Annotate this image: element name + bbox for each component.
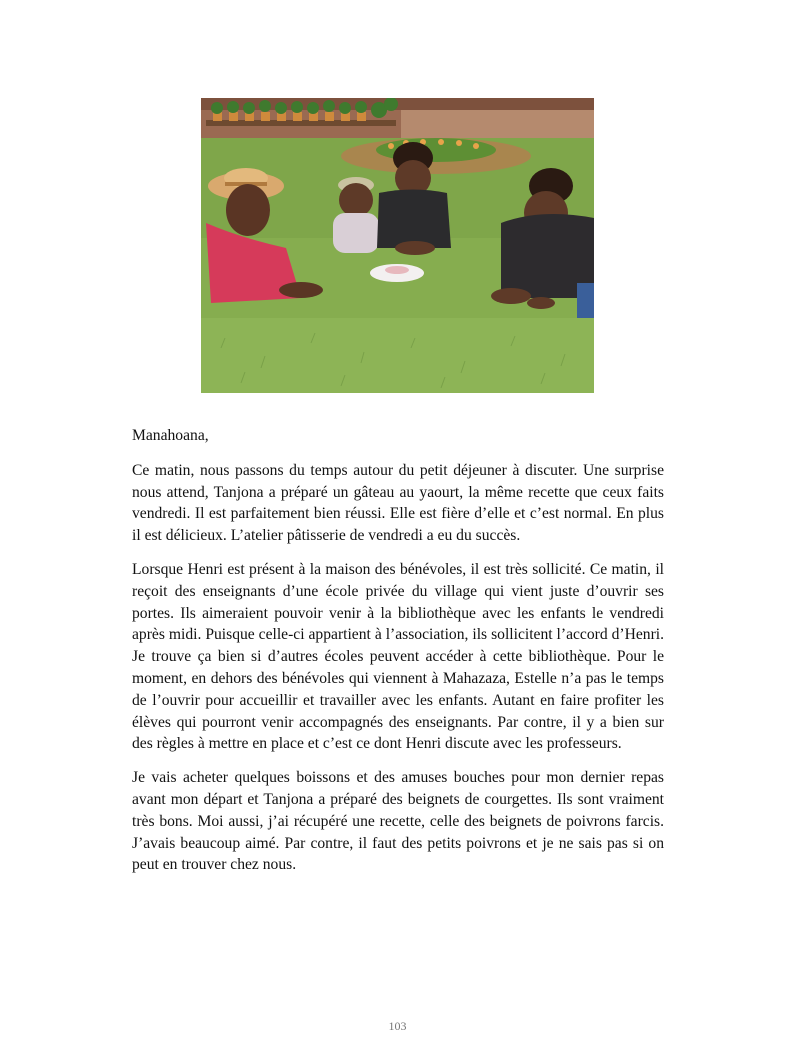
paragraph-1: Ce matin, nous passons du temps autour du petit déjeuner à discuter. Une surprise nous attend, Tanjona a préparé un gâteau au yaourt, la même recette que ceux faits vendredi. Il est parfaitement bien réussi. Elle est fière d’elle et c’est normal. En plus il est délicieux. L’atelier pâtisserie de vendredi a eu du succès. bbox=[132, 461, 664, 545]
page-number: 103 bbox=[388, 1019, 407, 1033]
photo-illustration bbox=[201, 98, 594, 393]
paragraph-3: Je vais acheter quelques boissons et des amuses bouches pour mon dernier repas avant mon départ et Tanjona a préparé des beignets de courgettes. Ils sont vraiment très bons. Moi aussi, j’ai récupéré une recette, celle des beignets de poivrons farcis. J’avais beaucoup aimé. Par contre, il faut des petits poivrons et je ne sais pas si on peut en trouver chez nous. bbox=[132, 769, 664, 874]
page-photo bbox=[201, 98, 594, 393]
paragraph-2: Lorsque Henri est présent à la maison des bénévoles, il est très sollicité. Ce matin, il reçoit des enseignants d’une école privée du village qui vient juste d’ouvrir ses portes. Ils aimeraient pouvoir venir à la bibliothèque avec les enfants le vendredi après midi. Puisque celle-ci appartient à l’association, ils sollicitent l’accord d’Henri. Je trouve ça bien si d’autres écoles peuvent accéder à cette bibliothèque. Pour le moment, en dehors des bénévoles qui viennent à Mahazaza, Estelle n’a pas le temps de l’ouvrir pour accueillir et travailler avec les enfants. Autant en faire profiter les élèves qui pourront venir accompagnés des enseignants. Par contre, il y a bien sur des règles à mettre en place et c’est ce dont Henri discute avec les professeurs. bbox=[132, 560, 664, 753]
body-text bbox=[132, 425, 664, 888]
greeting: Manahoana, bbox=[132, 427, 209, 444]
